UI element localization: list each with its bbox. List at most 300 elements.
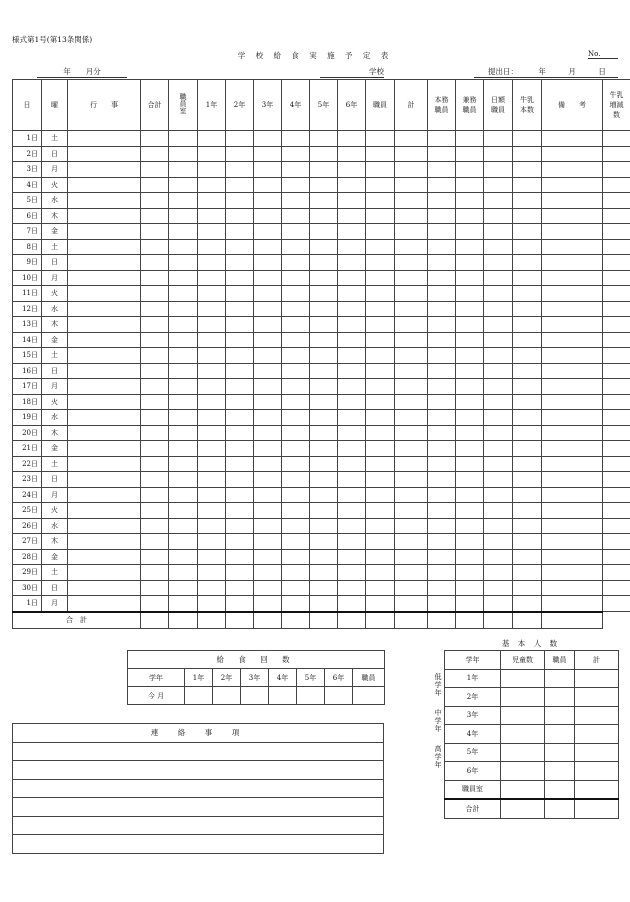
cell[interactable] [68, 146, 141, 162]
cell[interactable] [226, 580, 254, 596]
cell[interactable] [542, 456, 603, 472]
cell[interactable] [254, 332, 282, 348]
cell[interactable] [226, 286, 254, 302]
cell[interactable] [542, 177, 603, 193]
cell[interactable] [484, 441, 513, 457]
cell[interactable] [513, 503, 542, 519]
cell[interactable] [338, 379, 366, 395]
cell[interactable] [310, 472, 338, 488]
cell[interactable] [428, 193, 456, 209]
cell[interactable] [254, 162, 282, 178]
cell[interactable] [338, 208, 366, 224]
cell[interactable] [338, 332, 366, 348]
cell[interactable] [141, 286, 169, 302]
cell[interactable] [141, 131, 169, 147]
cell[interactable] [282, 549, 310, 565]
cell[interactable] [513, 379, 542, 395]
cell[interactable] [513, 580, 542, 596]
cell[interactable] [366, 270, 395, 286]
cell[interactable] [542, 503, 603, 519]
cell[interactable] [282, 332, 310, 348]
cell[interactable] [603, 534, 630, 550]
cell[interactable] [513, 270, 542, 286]
cell[interactable] [542, 131, 603, 147]
cell[interactable] [545, 725, 575, 744]
cell[interactable] [68, 131, 141, 147]
cell[interactable] [68, 239, 141, 255]
cell[interactable] [603, 177, 630, 193]
cell[interactable] [456, 224, 484, 240]
cell[interactable] [226, 612, 254, 629]
cell[interactable] [395, 255, 428, 271]
cell[interactable] [254, 379, 282, 395]
cell[interactable] [484, 534, 513, 550]
cell[interactable] [366, 363, 395, 379]
cell[interactable] [254, 596, 282, 612]
cell[interactable] [241, 687, 269, 705]
cell[interactable] [254, 146, 282, 162]
cell[interactable] [141, 472, 169, 488]
cell[interactable] [282, 162, 310, 178]
cell[interactable] [428, 348, 456, 364]
cell[interactable] [575, 762, 619, 781]
cell[interactable] [169, 239, 198, 255]
cell[interactable] [310, 317, 338, 333]
cell[interactable] [169, 208, 198, 224]
cell[interactable] [513, 425, 542, 441]
cell[interactable] [513, 208, 542, 224]
cell[interactable] [226, 487, 254, 503]
cell[interactable] [542, 332, 603, 348]
cell[interactable] [169, 503, 198, 519]
cell[interactable] [226, 565, 254, 581]
cell[interactable] [428, 255, 456, 271]
cell[interactable] [141, 363, 169, 379]
cell[interactable] [603, 224, 630, 240]
cell[interactable] [141, 596, 169, 612]
cell[interactable] [68, 410, 141, 426]
cell[interactable] [198, 394, 226, 410]
cell[interactable] [456, 162, 484, 178]
cell[interactable] [428, 534, 456, 550]
cell[interactable] [68, 363, 141, 379]
cell[interactable] [169, 472, 198, 488]
cell[interactable] [338, 177, 366, 193]
cell[interactable] [282, 193, 310, 209]
cell[interactable] [501, 688, 545, 707]
cell[interactable] [428, 224, 456, 240]
cell[interactable] [542, 270, 603, 286]
cell[interactable] [456, 456, 484, 472]
cell[interactable] [513, 255, 542, 271]
cell[interactable] [254, 193, 282, 209]
cell[interactable] [338, 301, 366, 317]
cell[interactable] [542, 441, 603, 457]
cell[interactable] [169, 224, 198, 240]
cell[interactable] [254, 177, 282, 193]
cell[interactable] [198, 146, 226, 162]
cell[interactable] [254, 348, 282, 364]
cell[interactable] [338, 596, 366, 612]
cell[interactable] [338, 425, 366, 441]
cell[interactable] [513, 410, 542, 426]
cell[interactable] [169, 193, 198, 209]
cell[interactable] [338, 255, 366, 271]
cell[interactable] [68, 518, 141, 534]
cell[interactable] [428, 208, 456, 224]
cell[interactable] [456, 425, 484, 441]
cell[interactable] [603, 286, 630, 302]
cell[interactable] [395, 596, 428, 612]
cell[interactable] [338, 410, 366, 426]
cell[interactable] [254, 410, 282, 426]
cell[interactable] [542, 410, 603, 426]
cell[interactable] [513, 332, 542, 348]
cell[interactable] [395, 441, 428, 457]
cell[interactable] [338, 580, 366, 596]
cell[interactable] [282, 580, 310, 596]
cell[interactable] [428, 425, 456, 441]
cell[interactable] [198, 162, 226, 178]
cell[interactable] [282, 487, 310, 503]
cell[interactable] [513, 534, 542, 550]
cell[interactable] [428, 317, 456, 333]
cell[interactable] [282, 379, 310, 395]
cell[interactable] [428, 565, 456, 581]
cell[interactable] [456, 131, 484, 147]
cell[interactable] [542, 224, 603, 240]
cell[interactable] [575, 743, 619, 762]
cell[interactable] [603, 317, 630, 333]
cell[interactable] [68, 317, 141, 333]
cell[interactable] [68, 503, 141, 519]
cell[interactable] [513, 472, 542, 488]
cell[interactable] [603, 425, 630, 441]
cell[interactable] [169, 348, 198, 364]
cell[interactable] [542, 549, 603, 565]
cell[interactable] [366, 224, 395, 240]
cell[interactable] [395, 270, 428, 286]
cell[interactable] [501, 706, 545, 725]
cell[interactable] [428, 472, 456, 488]
cell[interactable] [395, 472, 428, 488]
cell[interactable] [428, 301, 456, 317]
cell[interactable] [141, 317, 169, 333]
cell[interactable] [254, 425, 282, 441]
cell[interactable] [484, 146, 513, 162]
cell[interactable] [198, 441, 226, 457]
cell[interactable] [198, 565, 226, 581]
cell[interactable] [282, 518, 310, 534]
cell[interactable] [226, 239, 254, 255]
cell[interactable] [169, 487, 198, 503]
cell[interactable] [484, 348, 513, 364]
cell[interactable] [484, 332, 513, 348]
cell[interactable] [68, 379, 141, 395]
cell[interactable] [366, 146, 395, 162]
cell[interactable] [169, 410, 198, 426]
cell[interactable] [395, 425, 428, 441]
cell[interactable] [338, 472, 366, 488]
cell[interactable] [484, 177, 513, 193]
cell[interactable] [513, 286, 542, 302]
cell[interactable] [310, 549, 338, 565]
cell[interactable] [338, 270, 366, 286]
cell[interactable] [282, 301, 310, 317]
cell[interactable] [226, 332, 254, 348]
cell[interactable] [282, 270, 310, 286]
cell[interactable] [254, 239, 282, 255]
cell[interactable] [456, 503, 484, 519]
cell[interactable] [282, 255, 310, 271]
cell[interactable] [484, 596, 513, 612]
cell[interactable] [169, 286, 198, 302]
cell[interactable] [141, 487, 169, 503]
year-month-field[interactable]: 年 月分 [37, 66, 127, 78]
cell[interactable] [484, 612, 513, 629]
cell[interactable] [366, 193, 395, 209]
cell[interactable] [484, 317, 513, 333]
cell[interactable] [254, 503, 282, 519]
cell[interactable] [366, 239, 395, 255]
cell[interactable] [513, 394, 542, 410]
cell[interactable] [141, 301, 169, 317]
cell[interactable] [226, 270, 254, 286]
cell[interactable] [198, 456, 226, 472]
notes-line[interactable] [13, 835, 384, 854]
cell[interactable] [366, 472, 395, 488]
cell[interactable] [169, 549, 198, 565]
cell[interactable] [456, 332, 484, 348]
cell[interactable] [545, 799, 575, 818]
cell[interactable] [282, 177, 310, 193]
cell[interactable] [513, 487, 542, 503]
cell[interactable] [198, 270, 226, 286]
cell[interactable] [338, 239, 366, 255]
cell[interactable] [254, 317, 282, 333]
cell[interactable] [395, 518, 428, 534]
cell[interactable] [325, 687, 353, 705]
cell[interactable] [513, 177, 542, 193]
cell[interactable] [484, 425, 513, 441]
cell[interactable] [428, 363, 456, 379]
cell[interactable] [513, 131, 542, 147]
cell[interactable] [456, 580, 484, 596]
cell[interactable] [428, 270, 456, 286]
cell[interactable] [282, 534, 310, 550]
cell[interactable] [310, 534, 338, 550]
cell[interactable] [338, 348, 366, 364]
cell[interactable] [226, 596, 254, 612]
cell[interactable] [226, 177, 254, 193]
cell[interactable] [198, 131, 226, 147]
cell[interactable] [366, 394, 395, 410]
cell[interactable] [603, 131, 630, 147]
cell[interactable] [198, 363, 226, 379]
cell[interactable] [513, 317, 542, 333]
cell[interactable] [366, 612, 395, 629]
cell[interactable] [542, 363, 603, 379]
cell[interactable] [542, 317, 603, 333]
cell[interactable] [484, 565, 513, 581]
cell[interactable] [310, 208, 338, 224]
cell[interactable] [428, 518, 456, 534]
cell[interactable] [68, 472, 141, 488]
cell[interactable] [428, 286, 456, 302]
cell[interactable] [542, 596, 603, 612]
cell[interactable] [141, 193, 169, 209]
cell[interactable] [169, 363, 198, 379]
cell[interactable] [366, 255, 395, 271]
cell[interactable] [366, 131, 395, 147]
cell[interactable] [428, 580, 456, 596]
cell[interactable] [338, 503, 366, 519]
cell[interactable] [68, 348, 141, 364]
cell[interactable] [395, 534, 428, 550]
cell[interactable] [366, 456, 395, 472]
cell[interactable] [603, 379, 630, 395]
cell[interactable] [68, 596, 141, 612]
cell[interactable] [254, 270, 282, 286]
cell[interactable] [575, 688, 619, 707]
cell[interactable] [395, 549, 428, 565]
cell[interactable] [198, 503, 226, 519]
cell[interactable] [456, 534, 484, 550]
cell[interactable] [254, 255, 282, 271]
cell[interactable] [141, 208, 169, 224]
cell[interactable] [198, 301, 226, 317]
cell[interactable] [254, 394, 282, 410]
cell[interactable] [366, 379, 395, 395]
cell[interactable] [542, 580, 603, 596]
cell[interactable] [282, 565, 310, 581]
cell[interactable] [185, 687, 213, 705]
cell[interactable] [141, 177, 169, 193]
cell[interactable] [428, 131, 456, 147]
cell[interactable] [366, 332, 395, 348]
cell[interactable] [169, 580, 198, 596]
cell[interactable] [198, 410, 226, 426]
cell[interactable] [68, 565, 141, 581]
cell[interactable] [513, 301, 542, 317]
cell[interactable] [310, 441, 338, 457]
cell[interactable] [254, 518, 282, 534]
cell[interactable] [428, 410, 456, 426]
cell[interactable] [513, 441, 542, 457]
cell[interactable] [428, 239, 456, 255]
cell[interactable] [428, 487, 456, 503]
school-name-field[interactable]: 学校 [320, 66, 384, 78]
notes-line[interactable] [13, 761, 384, 780]
cell[interactable] [338, 363, 366, 379]
cell[interactable] [484, 239, 513, 255]
cell[interactable] [338, 534, 366, 550]
cell[interactable] [395, 503, 428, 519]
cell[interactable] [297, 687, 325, 705]
cell[interactable] [169, 456, 198, 472]
cell[interactable] [226, 131, 254, 147]
cell[interactable] [428, 503, 456, 519]
cell[interactable] [395, 580, 428, 596]
cell[interactable] [513, 162, 542, 178]
cell[interactable] [366, 317, 395, 333]
cell[interactable] [141, 518, 169, 534]
cell[interactable] [366, 518, 395, 534]
cell[interactable] [282, 131, 310, 147]
cell[interactable] [484, 208, 513, 224]
cell[interactable] [428, 332, 456, 348]
cell[interactable] [169, 255, 198, 271]
cell[interactable] [169, 270, 198, 286]
cell[interactable] [169, 162, 198, 178]
cell[interactable] [545, 688, 575, 707]
cell[interactable] [395, 146, 428, 162]
notes-line[interactable] [13, 798, 384, 817]
cell[interactable] [366, 301, 395, 317]
cell[interactable] [68, 301, 141, 317]
cell[interactable] [353, 687, 385, 705]
cell[interactable] [141, 255, 169, 271]
cell[interactable] [575, 780, 619, 799]
cell[interactable] [198, 224, 226, 240]
cell[interactable] [310, 363, 338, 379]
cell[interactable] [198, 534, 226, 550]
cell[interactable] [501, 780, 545, 799]
cell[interactable] [366, 487, 395, 503]
cell[interactable] [366, 441, 395, 457]
cell[interactable] [513, 239, 542, 255]
cell[interactable] [366, 425, 395, 441]
cell[interactable] [603, 193, 630, 209]
cell[interactable] [575, 669, 619, 688]
cell[interactable] [310, 131, 338, 147]
cell[interactable] [603, 208, 630, 224]
cell[interactable] [484, 472, 513, 488]
cell[interactable] [310, 286, 338, 302]
cell[interactable] [338, 224, 366, 240]
cell[interactable] [198, 208, 226, 224]
cell[interactable] [310, 379, 338, 395]
cell[interactable] [310, 332, 338, 348]
cell[interactable] [254, 580, 282, 596]
cell[interactable] [456, 518, 484, 534]
cell[interactable] [542, 255, 603, 271]
cell[interactable] [141, 534, 169, 550]
cell[interactable] [428, 177, 456, 193]
cell[interactable] [282, 348, 310, 364]
cell[interactable] [542, 301, 603, 317]
cell[interactable] [226, 425, 254, 441]
cell[interactable] [226, 317, 254, 333]
cell[interactable] [395, 612, 428, 629]
notes-line[interactable] [13, 816, 384, 835]
cell[interactable] [282, 503, 310, 519]
cell[interactable] [484, 224, 513, 240]
cell[interactable] [542, 208, 603, 224]
cell[interactable] [254, 549, 282, 565]
cell[interactable] [428, 441, 456, 457]
cell[interactable] [141, 549, 169, 565]
cell[interactable] [542, 348, 603, 364]
cell[interactable] [226, 301, 254, 317]
cell[interactable] [501, 743, 545, 762]
cell[interactable] [310, 596, 338, 612]
cell[interactable] [484, 131, 513, 147]
cell[interactable] [282, 286, 310, 302]
cell[interactable] [310, 425, 338, 441]
cell[interactable] [484, 394, 513, 410]
cell[interactable] [456, 239, 484, 255]
